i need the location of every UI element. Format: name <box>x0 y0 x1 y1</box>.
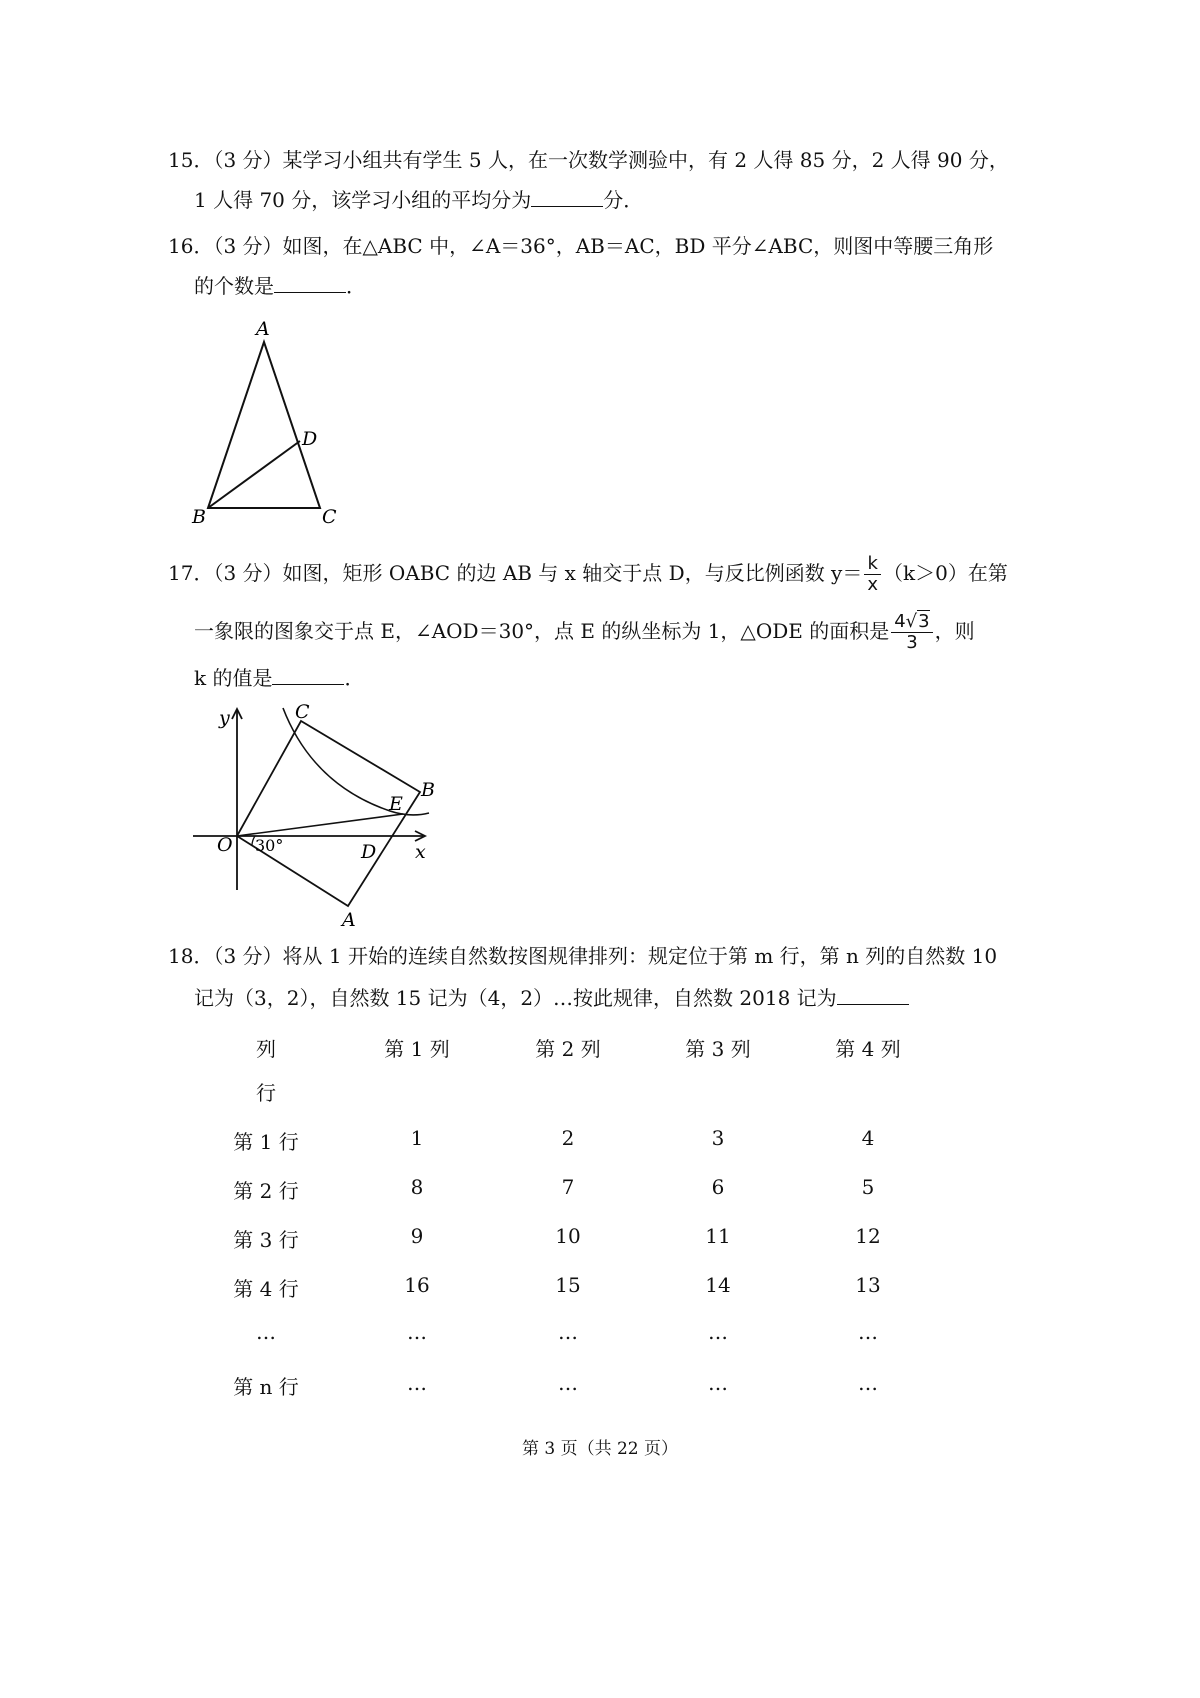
table-cell: … <box>858 1320 878 1344</box>
row-label: 第 1 行 <box>233 1130 299 1154</box>
q17-line2-pre: 一象限的图象交于点 E，∠AOD＝30°，点 E 的纵坐标为 1，△ODE 的面积是 <box>194 619 890 643</box>
fraction-denominator: x <box>867 574 879 595</box>
q17-line3-post: ． <box>344 666 365 690</box>
table-cell: 15 <box>555 1273 581 1297</box>
page-footer: 第 3 页（共 22 页） <box>521 1439 679 1459</box>
q15-line1: 15．（3 分）某学习小组共有学生 5 人，在一次数学测验中，有 2 人得 85 分，2 人得 90 分， <box>168 148 1009 172</box>
table-cell: 5 <box>861 1175 875 1199</box>
q18-line2-pre: 记为（3，2），自然数 15 记为（4，2）…按此规律，自然数 2018 记为 <box>194 986 837 1010</box>
q18-answer-blank[interactable] <box>837 984 909 1005</box>
table-cell: 14 <box>705 1273 731 1297</box>
table-cell: 6 <box>711 1175 725 1199</box>
row-label: 第 2 行 <box>233 1179 299 1203</box>
table-corner-bottom: 行 <box>256 1081 276 1105</box>
label-a: A <box>256 318 270 340</box>
area-coefficient: 4 <box>894 611 906 632</box>
area-denominator: 3 <box>906 632 918 653</box>
q17-line3 <box>194 664 364 692</box>
q17-area-fraction <box>891 612 932 653</box>
table-cell: 16 <box>404 1273 430 1297</box>
fraction-numerator: k <box>864 554 881 575</box>
q17-line3-pre: k 的值是 <box>194 666 273 690</box>
table-cell: … <box>858 1371 878 1395</box>
q17-answer-blank[interactable] <box>272 664 344 685</box>
q17-coordinate-figure <box>185 698 475 933</box>
column-header: 第 4 列 <box>835 1037 901 1061</box>
table-cell: 10 <box>555 1224 581 1248</box>
table-cell: 1 <box>410 1126 424 1150</box>
table-cell: 12 <box>855 1224 881 1248</box>
segment-bd <box>208 441 300 508</box>
q16-triangle-figure <box>180 315 380 535</box>
q17-line2 <box>194 612 975 653</box>
q15-line2-pre: 1 人得 70 分，该学习小组的平均分为 <box>194 188 532 212</box>
row-label: 第 4 行 <box>233 1277 299 1301</box>
label-o: O <box>217 834 233 856</box>
label-e: E <box>389 793 403 815</box>
table-cell: … <box>558 1320 578 1344</box>
q16-line2-post: ． <box>346 274 366 298</box>
table-cell: 2 <box>561 1126 575 1150</box>
q17-function-fraction <box>864 554 881 595</box>
label-c: C <box>295 701 310 723</box>
area-numerator: 4√3 <box>891 612 932 633</box>
q17-line1-post: （k＞0）在第 <box>883 561 1008 585</box>
table-cell: 13 <box>855 1273 881 1297</box>
q17-line1-pre: 17．（3 分）如图，矩形 OABC 的边 AB 与 x 轴交于点 D，与反比例函数 y＝ <box>168 561 863 585</box>
table-cell: … <box>708 1320 728 1344</box>
q17-line2-post: ，则 <box>934 619 975 643</box>
column-header: 第 3 列 <box>685 1037 751 1061</box>
table-cell: 9 <box>410 1224 424 1248</box>
q16-line2 <box>194 272 366 300</box>
row-label: 第 n 行 <box>233 1375 299 1399</box>
q15-answer-blank[interactable] <box>531 186 603 207</box>
label-d: D <box>361 841 377 863</box>
table-cell: 8 <box>410 1175 424 1199</box>
table-corner-top: 列 <box>256 1037 276 1061</box>
table-cell: … <box>407 1371 427 1395</box>
q16-answer-blank[interactable] <box>274 272 346 293</box>
q15-line2 <box>194 186 643 214</box>
q17-line1 <box>168 554 1008 595</box>
label-c: C <box>322 506 337 528</box>
q15-line2-post: 分． <box>603 188 644 212</box>
q18-line1: 18．（3 分）将从 1 开始的连续自然数按图规律排列：规定位于第 m 行，第 n 列的自然数 10 <box>168 944 998 968</box>
q18-line2 <box>194 984 909 1012</box>
table-cell: 3 <box>711 1126 725 1150</box>
column-header: 第 2 列 <box>535 1037 601 1061</box>
table-cell: 4 <box>861 1126 875 1150</box>
label-x: x <box>415 841 426 863</box>
label-b: B <box>421 779 435 801</box>
label-angle: 30° <box>255 836 284 855</box>
table-cell: … <box>558 1371 578 1395</box>
label-b: B <box>192 506 206 528</box>
label-y: y <box>219 707 230 729</box>
table-cell: … <box>407 1320 427 1344</box>
q16-line1: 16．（3 分）如图，在△ABC 中，∠A＝36°，AB＝AC，BD 平分∠ABC，则图中等腰三角形 <box>168 234 994 258</box>
row-label: 第 3 行 <box>233 1228 299 1252</box>
segment-oe <box>237 814 403 836</box>
label-a: A <box>342 909 356 931</box>
table-cell: 7 <box>561 1175 575 1199</box>
row-label: … <box>256 1320 276 1344</box>
triangle-abc <box>208 342 320 508</box>
column-header: 第 1 列 <box>384 1037 450 1061</box>
q16-line2-pre: 的个数是 <box>194 274 274 298</box>
area-radicand: 3 <box>918 611 930 632</box>
label-d: D <box>302 428 318 450</box>
table-cell: 11 <box>705 1224 731 1248</box>
table-cell: … <box>708 1371 728 1395</box>
